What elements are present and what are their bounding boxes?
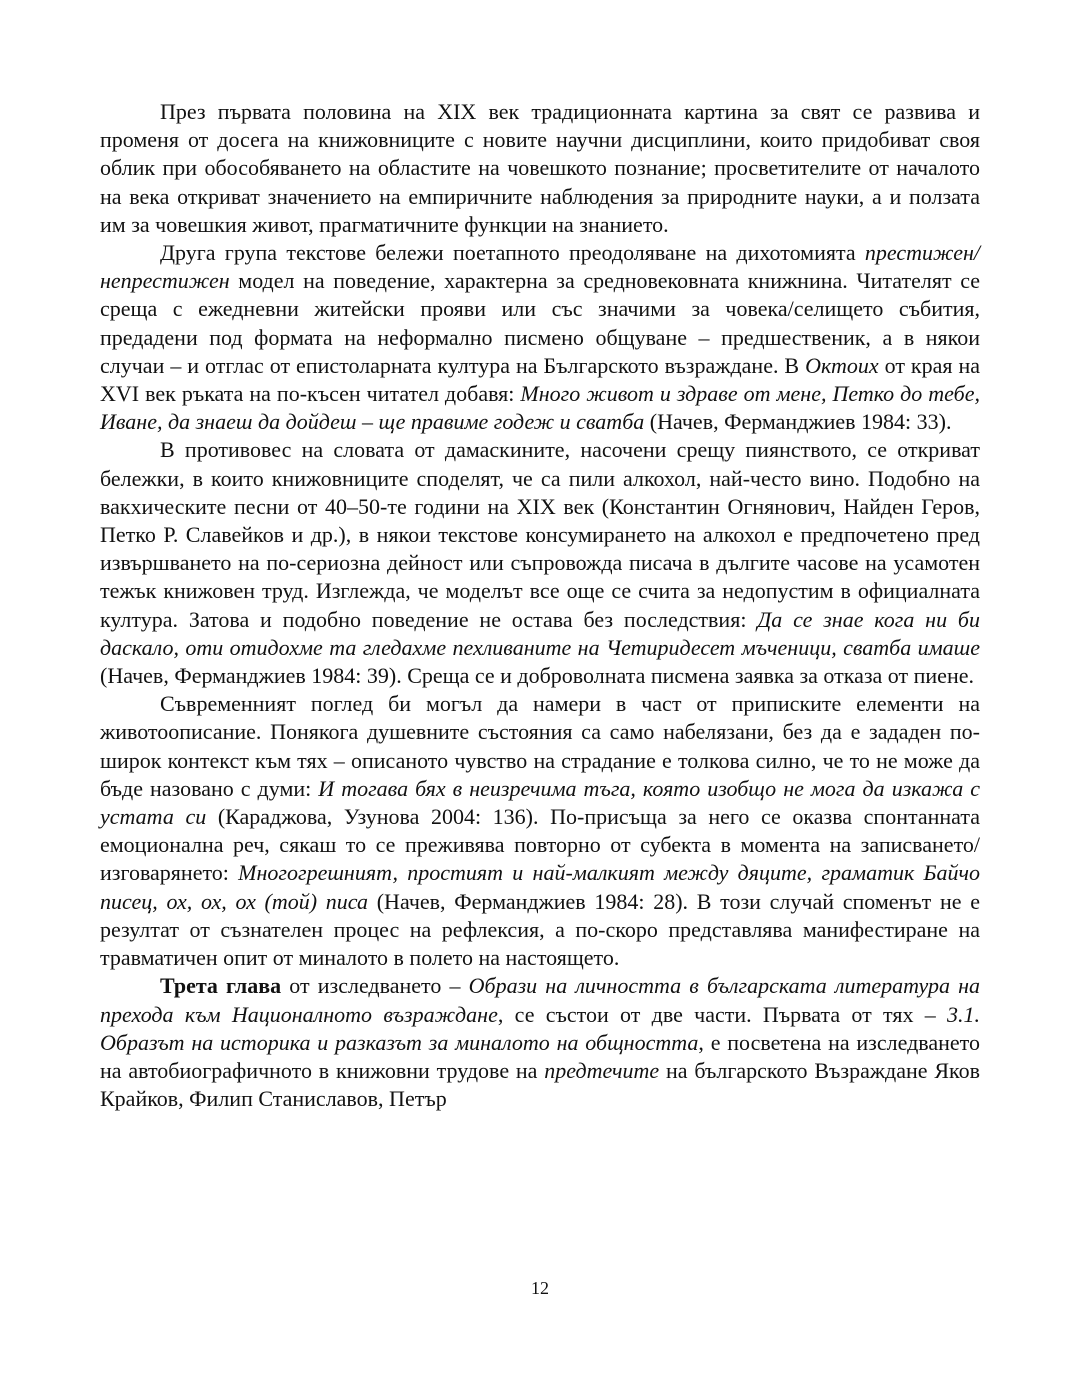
- bold-chapter-label: Трета глава: [160, 973, 282, 999]
- text-run: В противовес на словата от дамаскините, насочени срещу пиянството, се откриват бележки, в които книжовниците споделят, че са пили алкохол, най-често вино. Подобно на вакхическите песни от 40–50-те години на XIX век (Константин Огнянович, Найден Геров, Петко Р. Славейков и др.), в някои текстове консумирането на алкохол е предпочетено пред извършването на по-сериозна дейност или съпровожда писача в дългите часове на усамотен тежък книжовен труд. Изглежда, че моделът все още се счита за недопустим в официалната култура. Затова и подобно поведение не остава без последствия:: [100, 437, 980, 632]
- paragraph-3: [100, 436, 980, 690]
- italic-title: Октоих: [805, 352, 879, 378]
- page-number: 12: [531, 1278, 549, 1298]
- italic-section-title: 3.1. Образът на историка и разказът за миналото на общността: [100, 1001, 981, 1055]
- text-run: модел на поведение, характерна за средновековната книжнина. Читателят се среща с ежедневни житейски прояви или със значими за човека/селището събития, предадени под формата на неформално писмено общуване – предшественик, а в някои случаи – и отглас от епистоларната култура на Българското възраждане. В: [100, 268, 980, 378]
- italic-term: престижен/непрестижен: [100, 240, 980, 294]
- italic-term: предтечите: [544, 1057, 660, 1083]
- text-run: През първата половина на XIX век традиционната картина за свят се развива и променя от досега на книжовниците с новите научни дисциплини, които придобиват своя облик при обособяването на областите на човешкото познание; просветителите от началото на века откриват значението на емпиричните наблюдения за природните науки, а и ползата им за човешкия живот, прагматичните функции на знанието.: [100, 99, 980, 237]
- text-run: на българското Възраждане Яков Крайков, Филип Станиславов, Петър: [100, 1057, 981, 1112]
- citation: (Начев, Ферманджиев 1984: 33).: [644, 409, 952, 435]
- text-run: (Караджова, Узунова 2004: 136). По-присъща за него се оказва спонтанната емоционална реч, сякаш то се преживява повторно от субекта в момента на записването/изговарянето:: [100, 804, 981, 886]
- paragraph-2: [100, 239, 980, 436]
- text-run: (Начев, Ферманджиев 1984: 28). В този случай споменът не е резултат от съзнателен процес на рефлексия, а по-скоро представлява манифестиране на травматичен опит от миналото в полето на настоящето.: [100, 888, 981, 971]
- text-run: , е посветена на изследването на автобиографичното в книжовни трудове на: [100, 1029, 980, 1083]
- italic-chapter-title: Образи на личността в българската литература на прехода към Националното възраждане: [100, 973, 980, 1027]
- document-page: [100, 98, 980, 1113]
- text-run: , се състои от две части. Първата от тях –: [497, 1001, 948, 1027]
- paragraph-4: [100, 690, 980, 972]
- paragraph-1: [100, 98, 980, 239]
- text-run: Друга група текстове бележи поетапното преодоляване на дихотомията: [160, 240, 865, 266]
- text-run: от изследването –: [281, 973, 469, 999]
- text-run: (Начев, Ферманджиев 1984: 39). Среща се и доброволната писмена заявка за отказа от пиене.: [100, 663, 974, 689]
- paragraph-5: [100, 972, 980, 1113]
- italic-quote: Да се знае кога ни би даскало, оти отидохме та гледахме пехливаните на Четиридесет мъченици, сватба имаше: [100, 606, 980, 660]
- text-run: Съвременният поглед би могъл да намери в част от приписките елементи на животоописание. Понякога душевните състояния са само набелязани, без да е зададен по-широк контекст към тях – описаното чувство на страдание е толкова силно, че то не може да бъде назовано с думи:: [100, 691, 980, 801]
- italic-quote: Много живот и здраве от мене, Петко до тебе, Иване, да знаеш да дойдеш – ще правиме годеж и сватба: [100, 381, 980, 435]
- italic-quote: И тогава бях в неизречима тъга, която изобщо не мога да изкажа с устата си: [100, 775, 980, 830]
- text-run: от края на XVI век ръката на по-късен читател добавя:: [100, 352, 981, 407]
- italic-quote: Многогрешният, простият и най-малкият между дяците, граматик Байчо писец, ох, ох, ох (той) писа: [100, 860, 980, 914]
